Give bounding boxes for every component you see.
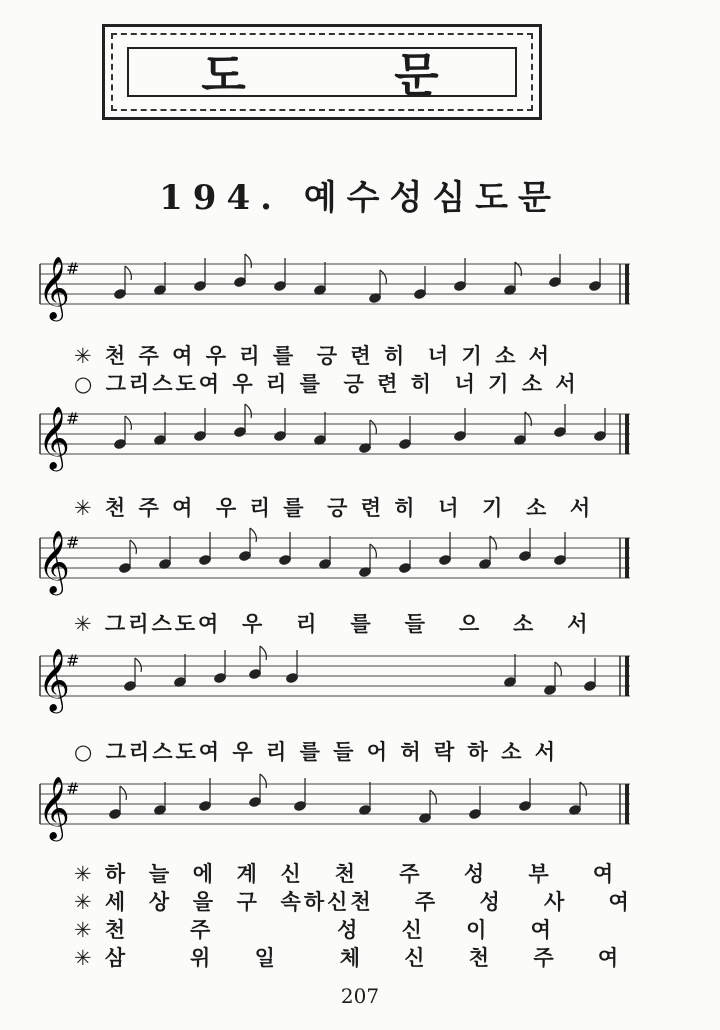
svg-text:𝄞: 𝄞 xyxy=(38,530,70,593)
section-title-frame xyxy=(127,47,517,102)
lyric-line-7: ✳ 세 상 을 구 속하신천 주 성 사 여 xyxy=(74,890,632,914)
hymn-title: 194. 예수성심도문 xyxy=(159,178,561,218)
lyric-line-9: ✳ 삼 위 일 체 신 천 주 여 xyxy=(74,946,622,970)
section-title-banner xyxy=(102,24,542,120)
music-staff-5 xyxy=(30,774,660,854)
section-title-char-1: 도 xyxy=(201,48,250,102)
music-staff-3 xyxy=(30,528,660,608)
svg-text:#: # xyxy=(66,651,80,670)
page-number: 207 xyxy=(340,984,380,1008)
svg-text:𝄞: 𝄞 xyxy=(38,406,70,469)
svg-text:𝄞: 𝄞 xyxy=(38,776,70,839)
music-staff-1 xyxy=(30,254,660,334)
lyric-line-6: ✳ 하 늘 에 계 신 천 주 성 부 여 xyxy=(74,862,617,886)
lyric-line-1: ✳ 천 주 여 우 리 를 긍 련 히 너 기 소 서 xyxy=(74,344,552,368)
svg-text:𝄞: 𝄞 xyxy=(38,648,70,711)
lyric-line-5: ○ 그리스도여 우 리 를 들 어 허 락 하 소 서 xyxy=(74,740,559,764)
section-title-char-2: 문 xyxy=(394,48,443,102)
svg-text:𝄞: 𝄞 xyxy=(38,256,70,319)
svg-text:#: # xyxy=(66,259,80,278)
lyric-line-4: ✳ 그리스도여 우 리 를 들 으 소 서 xyxy=(74,612,591,636)
music-staff-2 xyxy=(30,404,660,484)
svg-text:#: # xyxy=(66,533,80,552)
lyric-line-8: ✳ 천 주 성 신 이 여 xyxy=(74,918,554,942)
lyric-line-2: ○ 그리스도여 우 리 를 긍 련 히 너 기 소 서 xyxy=(74,372,579,396)
svg-text:#: # xyxy=(66,779,80,798)
svg-text:#: # xyxy=(66,409,80,428)
music-staff-4 xyxy=(30,646,660,726)
lyric-line-3: ✳ 천 주 여 우 리 를 긍 련 히 너 기 소 서 xyxy=(74,496,594,520)
